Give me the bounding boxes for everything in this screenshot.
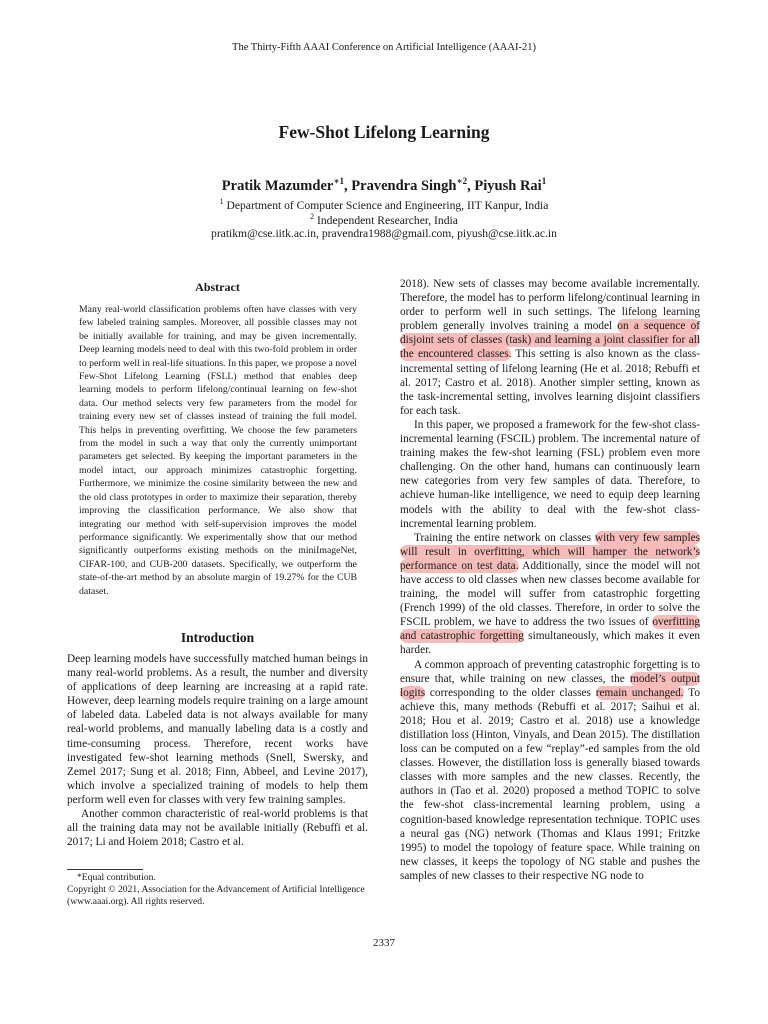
affiliation — [0, 212, 768, 227]
page-number: 2337 — [373, 937, 395, 949]
paragraph — [400, 277, 700, 418]
text-run: A common approach of preventing catastrophic forgetting is to ensure that, while training on new classes, the — [400, 658, 700, 685]
text-run: corresponding to the older classes — [425, 686, 596, 699]
equal-contribution-note: *Equal contribution. — [77, 872, 156, 883]
paper-title: Few-Shot Lifelong Learning — [278, 122, 490, 142]
text-run: Training the entire network on classes — [414, 531, 595, 544]
footnote-divider — [67, 869, 143, 870]
affiliation-text: Department of Computer Science and Engineering, IIT Kanpur, India — [226, 198, 549, 212]
author-mark: ∗2 — [456, 176, 468, 186]
paragraph: In this paper, we proposed a framework for the few-shot class-incremental learning (FSCIL) problem. The incremental nature of training makes the few-shot learning (FSL) problem even more challenging. On the other hand, humans can continuously learn new categories from very few samples of data. Therefore, to achieve human-like intelligence, we need to equip deep learning models with the ability to deal with the few-shot class-incremental learning problem. — [400, 418, 700, 530]
conference-header: The Thirty-Fifth AAAI Conference on Artificial Intelligence (AAAI-21) — [232, 42, 536, 53]
author-mark: 1 — [541, 176, 547, 186]
paragraph: Another common characteristic of real-world problems is that all the training data may not be available initially (Rebuffi et al. 2017; Li and Hoiem 2018; Castro et al. — [67, 808, 368, 849]
abstract-heading: Abstract — [195, 280, 240, 294]
text-run: To achieve this, many methods (Rebuffi et al. 2017; Saihui et al. 2018; Hou et al. 2019; Castro et al. 2018) use a knowledge distillation loss (Hinton, Vinyals, and Dean 2015). The distillation loss can be computed on a few “replay”-ed samples from the old classes. However, the distillation loss is generally biased towards classes with more samples and the new classes. Recently, the authors in (Tao et al. 2020) proposed a method TOPIC to solve the few-shot class-incremental learning problem, using a cognition-based knowledge representation technique. TOPIC uses a neural gas (NG) network (Thomas and Klaus 1991; Fritzke 1995) to model the topology of feature space. While training on new classes, it keeps the topology of NG stable and pushes the samples of new classes to their respective NG node to — [400, 686, 700, 882]
text-run: 2018). New sets of classes may become available incrementally. Therefore, the model has to perform lifelong/continual learning in order to perform well in such settings. The lifelong learning problem generally involves training a model — [400, 278, 700, 333]
highlight-annotation: model’s output logits — [400, 672, 700, 699]
author-list: Pratik Mazumder$^{∗1}$, Pravendra Singh$^{∗2}$, Piyush Rai$^1$ — [221, 176, 547, 194]
affiliation-mark: 1 — [219, 197, 224, 206]
paragraph — [400, 531, 700, 658]
introduction-body — [67, 652, 368, 849]
affiliation-text: Independent Researcher, India — [317, 213, 458, 227]
highlight-annotation: on a sequence of disjoint sets of classes (task) and learning a joint classifier for all the encountered classes. — [400, 320, 701, 361]
right-column-body — [400, 277, 700, 883]
author-mark: ∗1 — [333, 176, 345, 186]
text-run: This setting is also known as the class-incremental setting of lifelong learning (He et al. 2018; Rebuffi et al. 2017; Castro et al. 2018). Another simpler setting, known as the task-incremental setting, involves learning disjoint classifiers for each task. — [400, 348, 701, 417]
paragraph — [400, 658, 700, 884]
copyright-notice: Copyright © 2021, Association for the Advancement of Artificial Intelligence (www.aaai.org). All rights reserved. — [67, 884, 365, 908]
highlight-annotation: overfitting and catastrophic forgetting — [400, 616, 700, 643]
paragraph: Deep learning models have successfully matched human beings in many real-world problems. As a result, the number and diversity of applications of deep learning are increasing at a rapid rate. However, deep learning models require training on a large amount of labeled data. Labeled data is not always available for many real-world problems, and manually labeling data is a costly and time-consuming process. Therefore, recent works have investigated few-shot learning methods (Snell, Swersky, and Zemel 2017; Sung et al. 2018; Finn, Abbeel, and Levine 2017), which involve a specialized training of models to help them perform well even for classes with very few training samples. — [67, 653, 368, 806]
author-name: Pratik Mazumder — [221, 177, 334, 194]
affiliation-mark: 2 — [310, 212, 315, 221]
author-name: Piyush Rai — [474, 177, 542, 194]
introduction-heading: Introduction — [180, 630, 255, 645]
highlight-annotation: with very few samples will result in overfitting, which will hamper the network’s performance on test data. — [400, 531, 700, 572]
abstract-text: Many real-world classification problems often have classes with very few labeled training samples. Moreover, all possible classes may not be initially available for training, and may be given incrementally. Deep learning models need to deal with this two-fold problem in order to perform well in real-life situations. In this paper, we propose a novel Few-Shot Lifelong Learning (FSLL) method that enables deep learning models to perform lifelong/continual learning on few-shot data. Our method selects very few parameters from the model for training every new set of classes instead of training the full model. This helps in preventing overfitting. We choose the few parameters from the model in such a way that only the currently unimportant parameters get selected. By keeping the important parameters in the model intact, our approach minimizes catastrophic forgetting. Furthermore, we minimize the cosine similarity between the new and the old class prototypes in order to maximize their separation, thereby improving the classification performance. We also show that integrating our method with self-supervision improves the model performance significantly. We experimentally show that our method significantly outperforms existing methods on the miniImageNet, CIFAR-100, and CUB-200 datasets. Specifically, we outperform the state-of-the-art method by an absolute margin of 19.27% for the CUB dataset. — [79, 304, 357, 597]
text-run: Additionally, since the model will not have access to old classes when new classes become available for training, the model will suffer from catastrophic forgetting (French 1999) of the old classes. Therefore, in order to solve the FSCIL problem, we have to address the two issues of — [400, 559, 701, 629]
text-run: simultaneously, which makes it even harder. — [400, 630, 700, 657]
author-name: Pravendra Singh — [351, 177, 457, 194]
author-emails: pratikm@cse.iitk.ac.in, pravendra1988@gmail.com, piyush@cse.iitk.ac.in — [211, 227, 557, 240]
highlight-annotation: remain unchanged. — [595, 686, 684, 699]
footnote — [67, 872, 368, 909]
affiliation — [0, 197, 768, 212]
